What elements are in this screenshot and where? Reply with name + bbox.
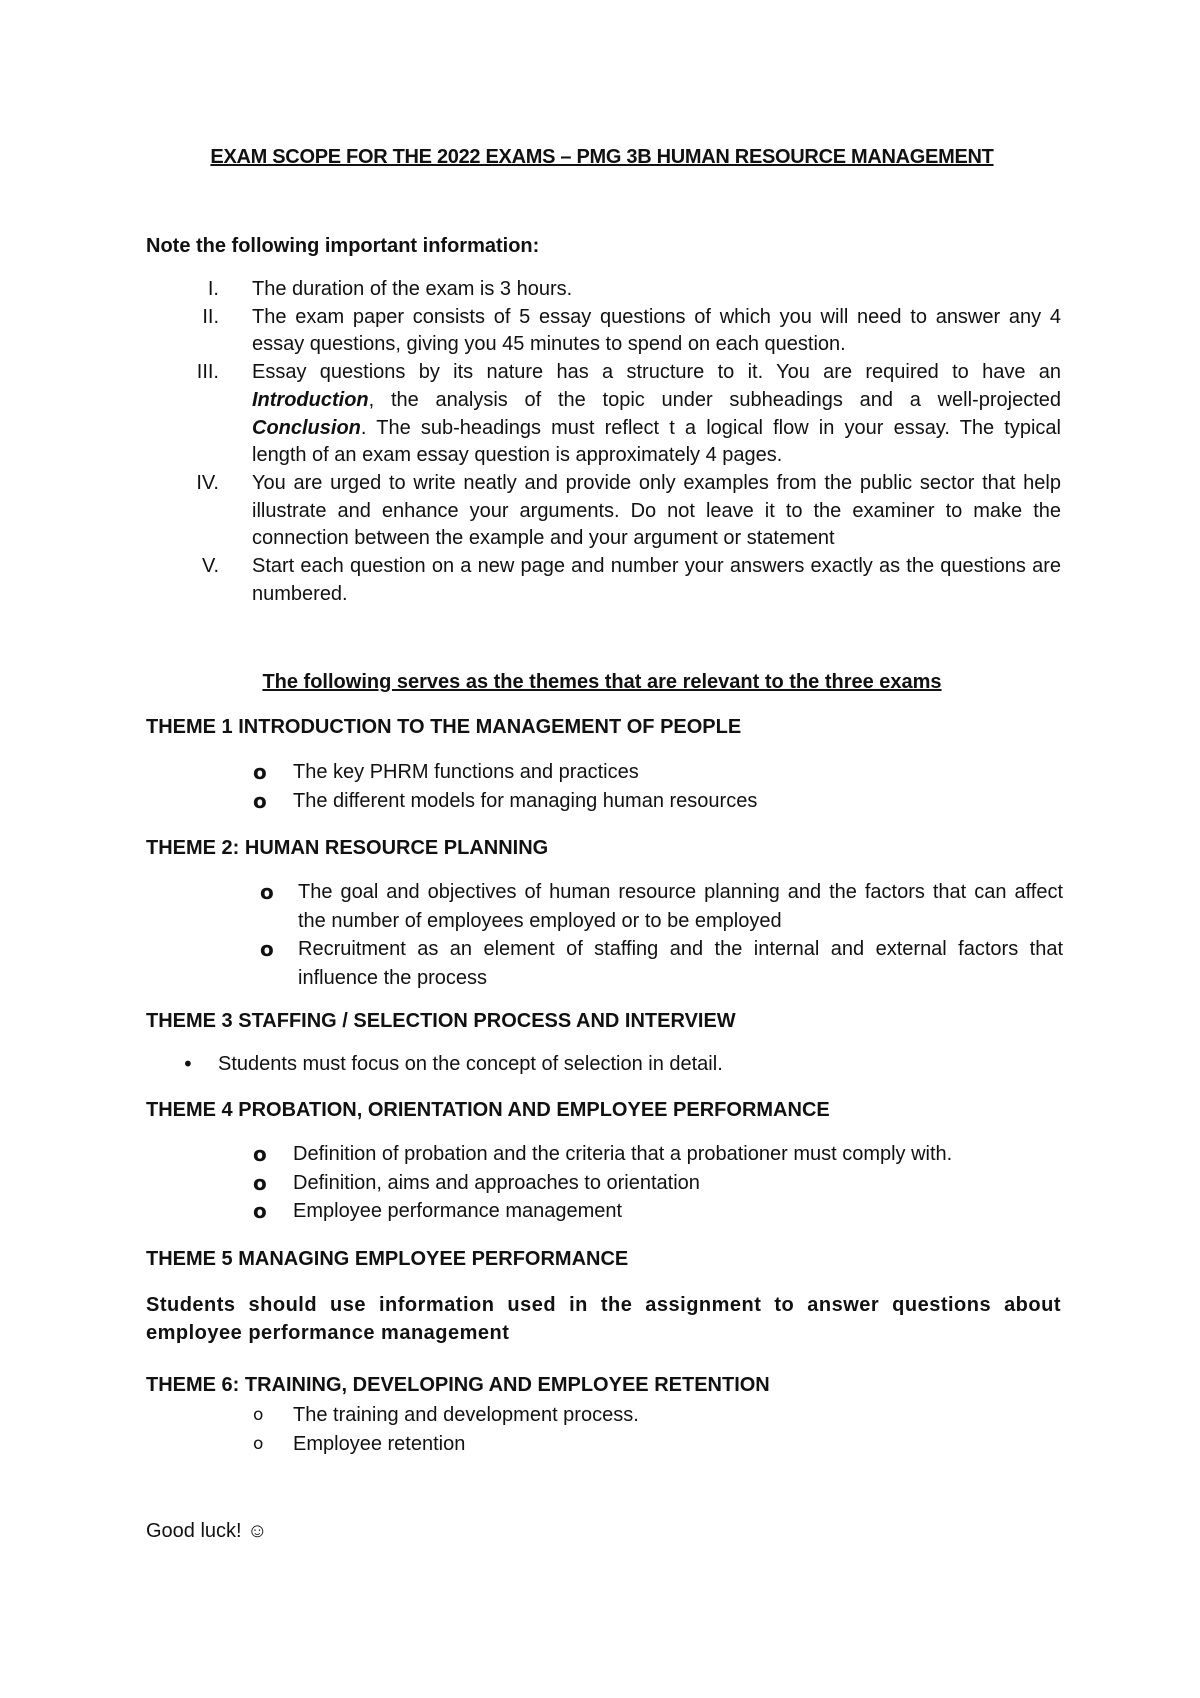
note-heading: Note the following important information: [146,235,540,257]
list-item [253,787,1063,816]
info-item [146,359,1061,470]
theme-5-note: Students should use information used in the assignment to answer questions about employee performance management [146,1294,1061,1344]
bullet-marker: o [253,788,267,813]
info-item-number: I. [207,278,219,300]
theme-6-heading: THEME 6: TRAINING, DEVELOPING AND EMPLOYEE RETENTION [146,1374,770,1396]
list-item-text: Employee performance management [293,1200,623,1222]
list-item [253,1197,1063,1226]
list-item [260,935,1063,992]
info-text-part: . The sub-headings must reflect t a logical flow in your essay. The typical length of an exam essay question is approximately 4 pages. [252,416,1061,467]
list-item [253,1430,1063,1459]
info-item-text [219,359,1061,470]
info-item [146,304,1061,359]
bullet-marker: o [253,1170,267,1195]
theme-1-list [253,758,1063,815]
info-item [146,470,1061,553]
list-item-text: The goal and objectives of human resource planning and the factors that can affect the number of employees employed or to be employed [298,881,1063,932]
theme-3-list [182,1050,1062,1079]
list-item-text: The key PHRM functions and practices [293,761,639,783]
document-title: EXAM SCOPE FOR THE 2022 EXAMS – PMG 3B HUMAN RESOURCE MANAGEMENT [210,146,994,168]
list-item-text: The different models for managing human resources [293,789,758,812]
list-item-text: Recruitment as an element of staffing and the internal and external factors that influence the process [298,938,1063,989]
info-item [146,276,1061,304]
info-item-text: Start each question on a new page and number your answers exactly as the questions are numbered. [252,555,1061,605]
info-item-number: V. [201,555,219,578]
info-text-part: Essay questions by its nature has a structure to it. You are required to have an [252,361,1061,384]
theme-5-heading: THEME 5 MANAGING EMPLOYEE PERFORMANCE [146,1248,629,1270]
bullet-marker: o [253,1142,267,1166]
info-item-number: IV. [196,471,219,494]
theme-6-list [253,1401,1063,1458]
info-item-text: The exam paper consists of 5 essay questions of which you will need to answer any 4 essay questions, giving you 45 minutes to spend on each question. [252,305,1061,356]
theme-3-heading: THEME 3 STAFFING / SELECTION PROCESS AND INTERVIEW [146,1010,736,1032]
list-item [253,758,1063,787]
list-item-text: Definition of probation and the criteria that a probationer must comply with. [293,1143,953,1165]
conclusion-emphasis: Conclusion [252,416,361,439]
theme-2-heading: THEME 2: HUMAN RESOURCE PLANNING [146,837,549,859]
theme-2-list [260,878,1063,992]
list-item-text: Employee retention [293,1432,466,1455]
bullet-marker: o [253,760,267,784]
list-item [260,878,1063,935]
list-item-text: Students must focus on the concept of selection in detail. [218,1053,723,1075]
theme-4-heading: THEME 4 PROBATION, ORIENTATION AND EMPLOYEE PERFORMANCE [146,1099,830,1121]
bullet-marker: o [253,1199,267,1223]
theme-1-heading: THEME 1 INTRODUCTION TO THE MANAGEMENT OF PEOPLE [146,716,742,738]
introduction-emphasis: Introduction [252,388,369,411]
list-item [253,1140,1063,1169]
list-item [182,1050,1062,1079]
list-item-text: Definition, aims and approaches to orientation [293,1171,700,1194]
list-item [253,1401,1063,1430]
bullet-marker: o [253,1405,264,1425]
list-item [253,1169,1063,1198]
info-item-text: You are urged to write neatly and provide only examples from the public sector that help illustrate and enhance your arguments. Do not leave it to the examiner to make the connection between the example and your argument or statement [252,471,1061,550]
info-item-number: II. [202,305,219,328]
list-item-text: The training and development process. [293,1404,639,1426]
bullet-marker: o [260,937,274,961]
info-text-part: , the analysis of the topic under subheadings and a well-projected [368,388,1061,411]
themes-intro: The following serves as the themes that are relevant to the three exams [262,671,942,693]
bullet-marker: • [182,1052,194,1076]
bullet-marker: o [253,1433,264,1454]
bullet-marker: o [260,880,274,904]
theme-4-list [253,1140,1063,1226]
good-luck-text: Good luck! ☺ [146,1520,268,1542]
info-item [146,553,1061,608]
info-list [146,276,1061,608]
info-item-text: The duration of the exam is 3 hours. [252,278,573,300]
info-item-number: III. [196,361,219,384]
